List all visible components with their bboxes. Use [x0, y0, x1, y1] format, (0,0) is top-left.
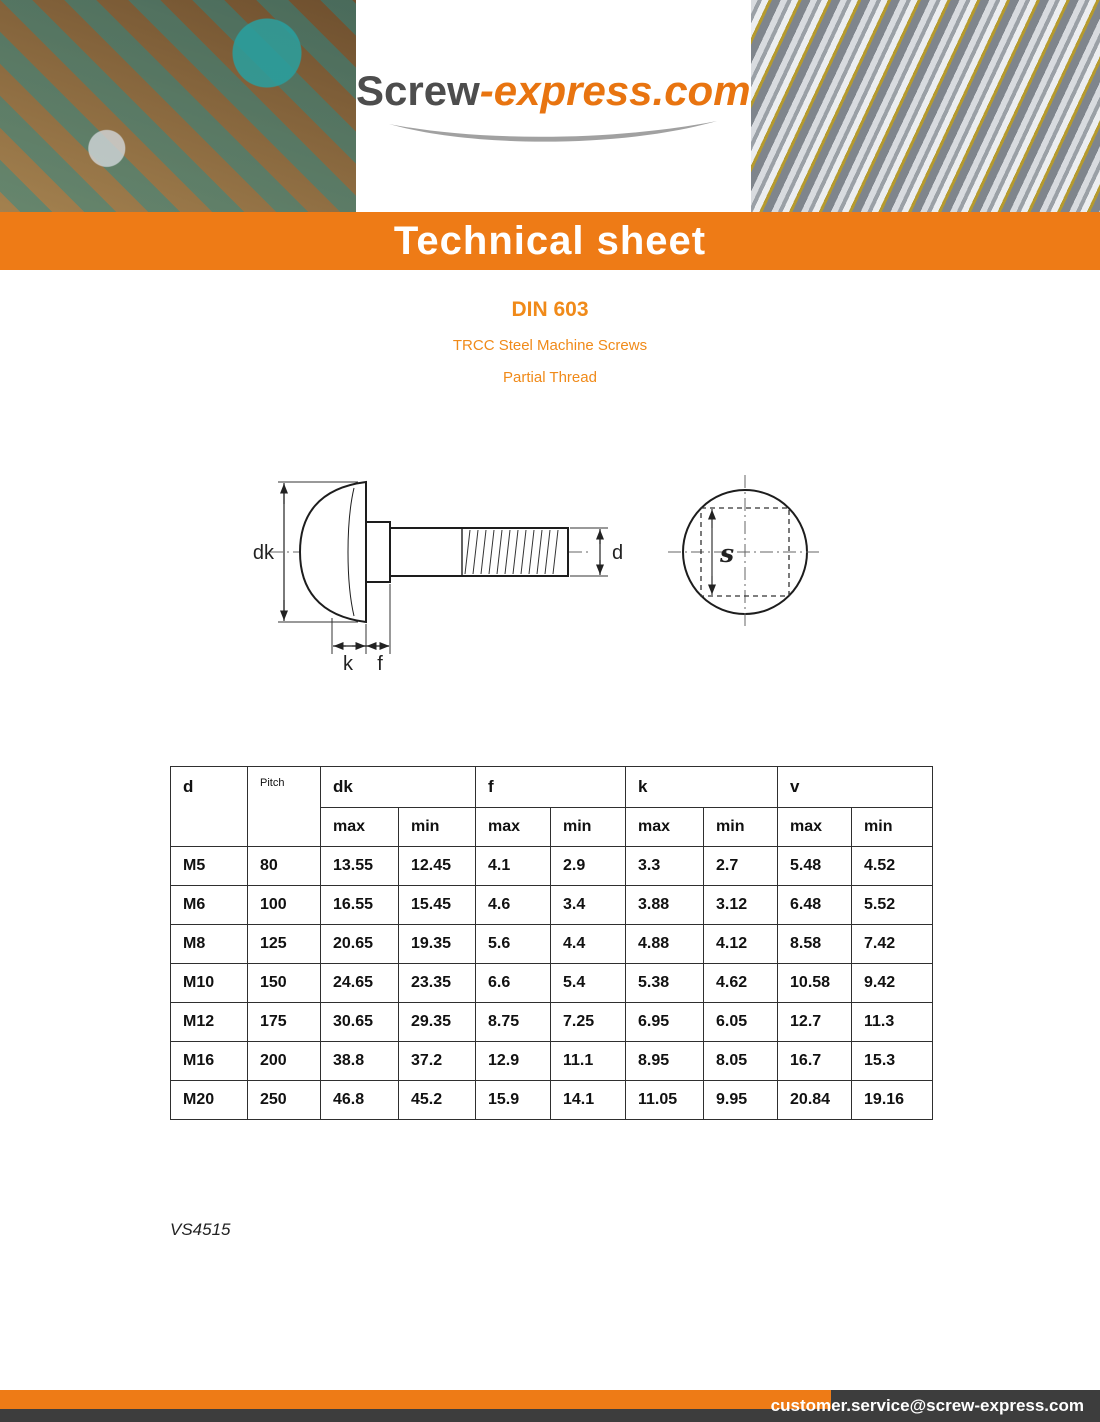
table-cell: 8.58 — [778, 925, 852, 964]
table-cell: 4.4 — [551, 925, 626, 964]
table-cell: M6 — [171, 886, 248, 925]
table-cell: 2.7 — [704, 847, 778, 886]
table-cell: 3.12 — [704, 886, 778, 925]
product-info — [0, 298, 1100, 386]
table-cell: 45.2 — [399, 1081, 476, 1120]
col-header-k: k — [626, 767, 778, 808]
logo-text-dark: Screw — [356, 67, 480, 114]
table-cell: 150 — [248, 964, 321, 1003]
table-cell: M16 — [171, 1042, 248, 1081]
table-cell: 4.62 — [704, 964, 778, 1003]
logo — [356, 0, 751, 212]
product-name: TRCC Steel Machine Screws — [452, 337, 648, 354]
table-cell: 80 — [248, 847, 321, 886]
table-cell: 11.3 — [852, 1003, 933, 1042]
table-cell: 16.55 — [321, 886, 399, 925]
table-body — [171, 847, 933, 1120]
table-cell: 5.48 — [778, 847, 852, 886]
table-row — [171, 925, 933, 964]
table-cell: 24.65 — [321, 964, 399, 1003]
table-row — [171, 847, 933, 886]
logo-text-accent: -express.com — [479, 67, 751, 114]
table-cell: 4.12 — [704, 925, 778, 964]
col-header-f: f — [476, 767, 626, 808]
table-cell: 8.75 — [476, 1003, 551, 1042]
table-row — [171, 886, 933, 925]
footer-accent-bar — [0, 1390, 831, 1409]
thread-type: Partial Thread — [503, 369, 597, 386]
table-cell: M20 — [171, 1081, 248, 1120]
table-row — [171, 964, 933, 1003]
standard-title: DIN 603 — [511, 298, 589, 321]
dim-label-k: k — [343, 653, 353, 675]
table-cell: 5.6 — [476, 925, 551, 964]
table-cell: 38.8 — [321, 1042, 399, 1081]
subheader-dk-min: min — [399, 808, 476, 847]
table-cell: 13.55 — [321, 847, 399, 886]
dim-label-dk: dk — [252, 542, 274, 564]
table-cell: 7.42 — [852, 925, 933, 964]
table-cell: 4.1 — [476, 847, 551, 886]
table-cell: 5.4 — [551, 964, 626, 1003]
col-header-v: v — [778, 767, 933, 808]
footer-email: customer.service@screw-express.com — [770, 1396, 1084, 1415]
subheader-k-max: max — [626, 808, 704, 847]
col-header-dk: dk — [321, 767, 476, 808]
table-cell: 19.35 — [399, 925, 476, 964]
table-cell: 29.35 — [399, 1003, 476, 1042]
table-cell: 5.38 — [626, 964, 704, 1003]
table-cell: 15.3 — [852, 1042, 933, 1081]
table-cell: 7.25 — [551, 1003, 626, 1042]
table-cell: M8 — [171, 925, 248, 964]
table-cell: 19.16 — [852, 1081, 933, 1120]
table-cell: 125 — [248, 925, 321, 964]
table-cell: 6.95 — [626, 1003, 704, 1042]
reference-code: VS4515 — [170, 1220, 231, 1239]
table-row — [171, 1042, 933, 1081]
table-cell: 9.95 — [704, 1081, 778, 1120]
table-cell: 12.7 — [778, 1003, 852, 1042]
bolt-drawing-svg — [240, 442, 860, 682]
table-cell: 5.52 — [852, 886, 933, 925]
table-cell: 8.05 — [704, 1042, 778, 1081]
table-cell: 20.84 — [778, 1081, 852, 1120]
dim-label-d: d — [612, 542, 624, 564]
logo-swoosh-icon — [383, 118, 723, 142]
table-cell: 14.1 — [551, 1081, 626, 1120]
table-cell: 16.7 — [778, 1042, 852, 1081]
table-cell: 6.48 — [778, 886, 852, 925]
subheader-dk-max: max — [321, 808, 399, 847]
table-cell: 4.88 — [626, 925, 704, 964]
table-cell: 15.9 — [476, 1081, 551, 1120]
table-cell: 3.3 — [626, 847, 704, 886]
table-cell: 11.1 — [551, 1042, 626, 1081]
table-row — [171, 1081, 933, 1120]
table-cell: 200 — [248, 1042, 321, 1081]
technical-drawing — [0, 442, 1100, 682]
table-cell: M5 — [171, 847, 248, 886]
table-cell: 12.45 — [399, 847, 476, 886]
subheader-v-min: min — [852, 808, 933, 847]
table-cell: 6.6 — [476, 964, 551, 1003]
table-cell: M12 — [171, 1003, 248, 1042]
header-photo-right — [751, 0, 1100, 212]
header-photo-left — [0, 0, 356, 212]
table-cell: 250 — [248, 1081, 321, 1120]
table-cell: 4.6 — [476, 886, 551, 925]
footer — [0, 1390, 1100, 1422]
col-header-pitch: Pitch — [248, 767, 321, 847]
table-cell: 9.42 — [852, 964, 933, 1003]
table-cell: 6.05 — [704, 1003, 778, 1042]
subheader-k-min: min — [704, 808, 778, 847]
table-cell: 11.05 — [626, 1081, 704, 1120]
subheader-f-max: max — [476, 808, 551, 847]
logo-text — [356, 67, 751, 114]
table-cell: M10 — [171, 964, 248, 1003]
subheader-v-max: max — [778, 808, 852, 847]
header — [0, 0, 1100, 212]
table-cell: 12.9 — [476, 1042, 551, 1081]
table-cell: 100 — [248, 886, 321, 925]
table-cell: 3.88 — [626, 886, 704, 925]
table-cell: 37.2 — [399, 1042, 476, 1081]
table-header-row-groups — [171, 767, 933, 808]
table-row — [171, 1003, 933, 1042]
subheader-f-min: min — [551, 808, 626, 847]
table-cell: 20.65 — [321, 925, 399, 964]
table-cell: 23.35 — [399, 964, 476, 1003]
table-cell: 175 — [248, 1003, 321, 1042]
table-cell: 2.9 — [551, 847, 626, 886]
table-cell: 3.4 — [551, 886, 626, 925]
banner-title: Technical sheet — [0, 212, 1100, 270]
table-cell: 4.52 — [852, 847, 933, 886]
dim-label-s: s — [720, 539, 735, 568]
table-cell: 15.45 — [399, 886, 476, 925]
dim-label-f: f — [377, 653, 383, 675]
table-cell: 10.58 — [778, 964, 852, 1003]
table-cell: 8.95 — [626, 1042, 704, 1081]
table-cell: 46.8 — [321, 1081, 399, 1120]
table-cell: 30.65 — [321, 1003, 399, 1042]
col-header-d: d — [171, 767, 248, 847]
dimensions-table — [170, 766, 933, 1120]
